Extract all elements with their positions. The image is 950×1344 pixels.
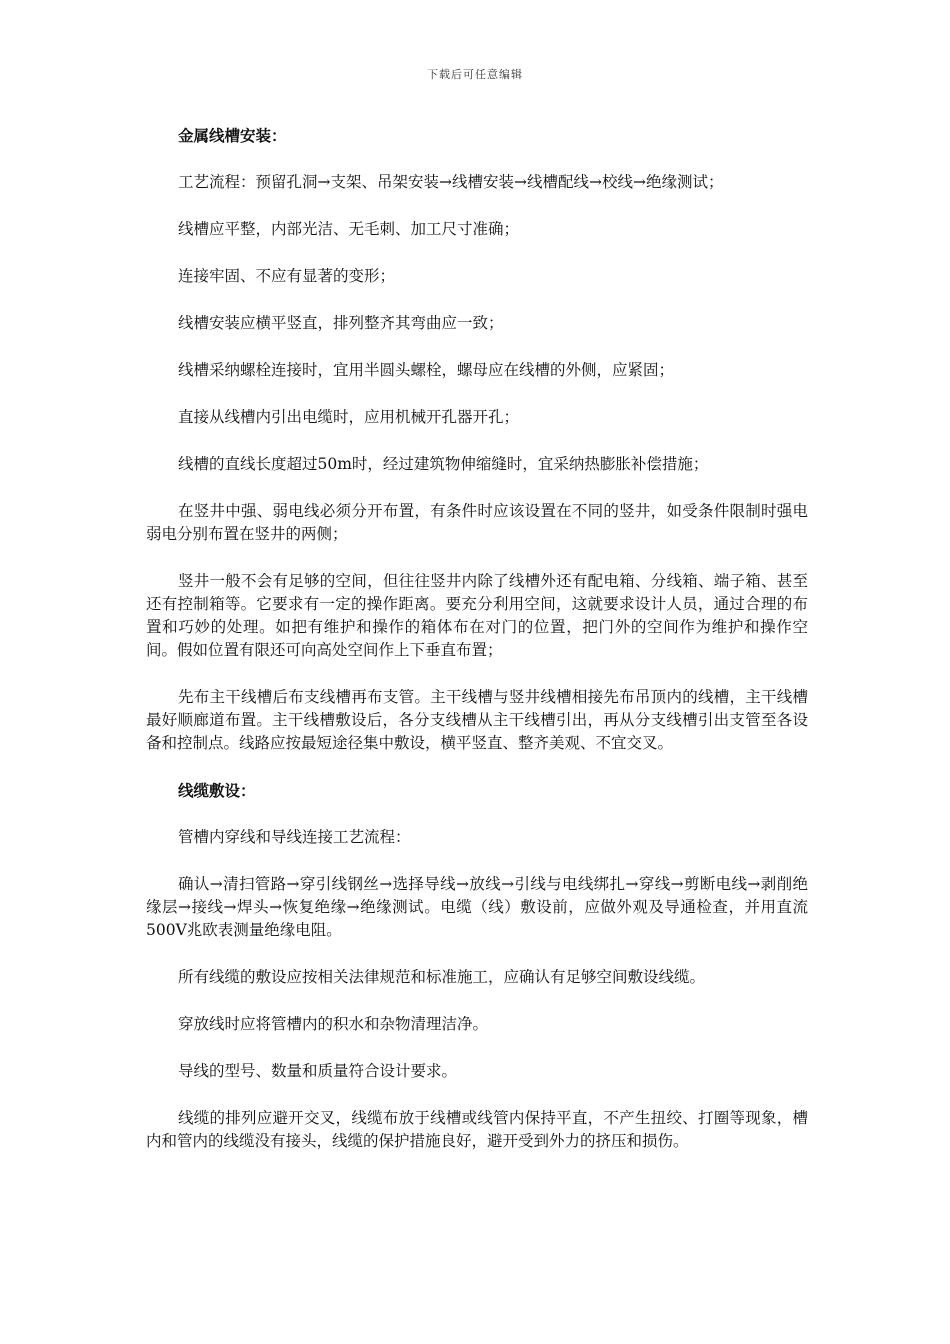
document-body (146, 124, 808, 1177)
paragraph: 导线的型号、数量和质量符合设计要求。 (178, 1062, 458, 1080)
paragraph: 线槽采纳螺栓连接时，宜用半圆头螺栓，螺母应在线槽的外侧，应紧固； (178, 361, 675, 379)
paragraph: 所有线缆的敷设应按相关法律规范和标准施工，应确认有足够空间敷设线缆。 (178, 968, 706, 986)
paragraph: 确认→清扫管路→穿引线钢丝→选择导线→放线→引线与电线绑扎→穿线→剪断电线→剥削绝缘层→接线→焊头→恢复绝缘→绝缘测试。电缆（线）敷设前，应做外观及导通检查，并用直流500V兆欧表测量绝缘电阻。 (146, 875, 808, 939)
paragraph: 竖井一般不会有足够的空间，但往往竖井内除了线槽外还有配电箱、分线箱、端子箱、甚至还有控制箱等。它要求有一定的操作距离。要充分利用空间，这就要求设计人员，通过合理的布置和巧妙的处理。如把有维护和操作的箱体布在对门的位置，把门外的空间作为维护和操作空间。假如位置有限还可向高处空间作上下垂直布置； (146, 572, 808, 659)
paragraph: 先布主干线槽后布支线槽再布支管。主干线槽与竖井线槽相接先布吊顶内的线槽，主干线槽最好顺廊道布置。主干线槽敷设后，各分支线槽从主干线槽引出，再从分支线槽引出支管至各设备和控制点。线路应按最短途径集中敷设，横平竖直、整齐美观、不宜交叉。 (146, 688, 808, 752)
paragraph: 直接从线槽内引出电缆时，应用机械开孔器开孔； (178, 408, 520, 426)
section-heading: 金属线槽安装： (178, 126, 287, 145)
paragraph: 工艺流程：预留孔洞→支架、吊架安装→线槽安装→线槽配线→校线→绝缘测试； (178, 173, 724, 191)
paragraph: 管槽内穿线和导线连接工艺流程： (178, 828, 411, 846)
paragraph: 线槽安装应横平竖直，排列整齐其弯曲应一致； (178, 314, 504, 332)
header-note: 下载后可任意编辑 (427, 68, 523, 81)
paragraph: 线缆的排列应避开交叉，线缆布放于线槽或线管内保持平直，不产生扭绞、打圈等现象，槽内和管内的线缆没有接头，线缆的保护措施良好，避开受到外力的挤压和损伤。 (146, 1109, 808, 1150)
paragraph: 线槽应平整，内部光洁、无毛刺、加工尺寸准确； (178, 220, 520, 238)
paragraph: 连接牢固、不应有显著的变形； (178, 267, 396, 285)
paragraph: 穿放线时应将管槽内的积水和杂物清理洁净。 (178, 1015, 489, 1033)
section-heading: 线缆敷设： (178, 781, 256, 800)
paragraph: 线槽的直线长度超过50m时，经过建筑物伸缩缝时，宜采纳热膨胀补偿措施； (178, 455, 709, 473)
paragraph: 在竖井中强、弱电线必须分开布置，有条件时应该设置在不同的竖井，如受条件限制时强电弱电分别布置在竖井的两侧； (146, 502, 808, 543)
